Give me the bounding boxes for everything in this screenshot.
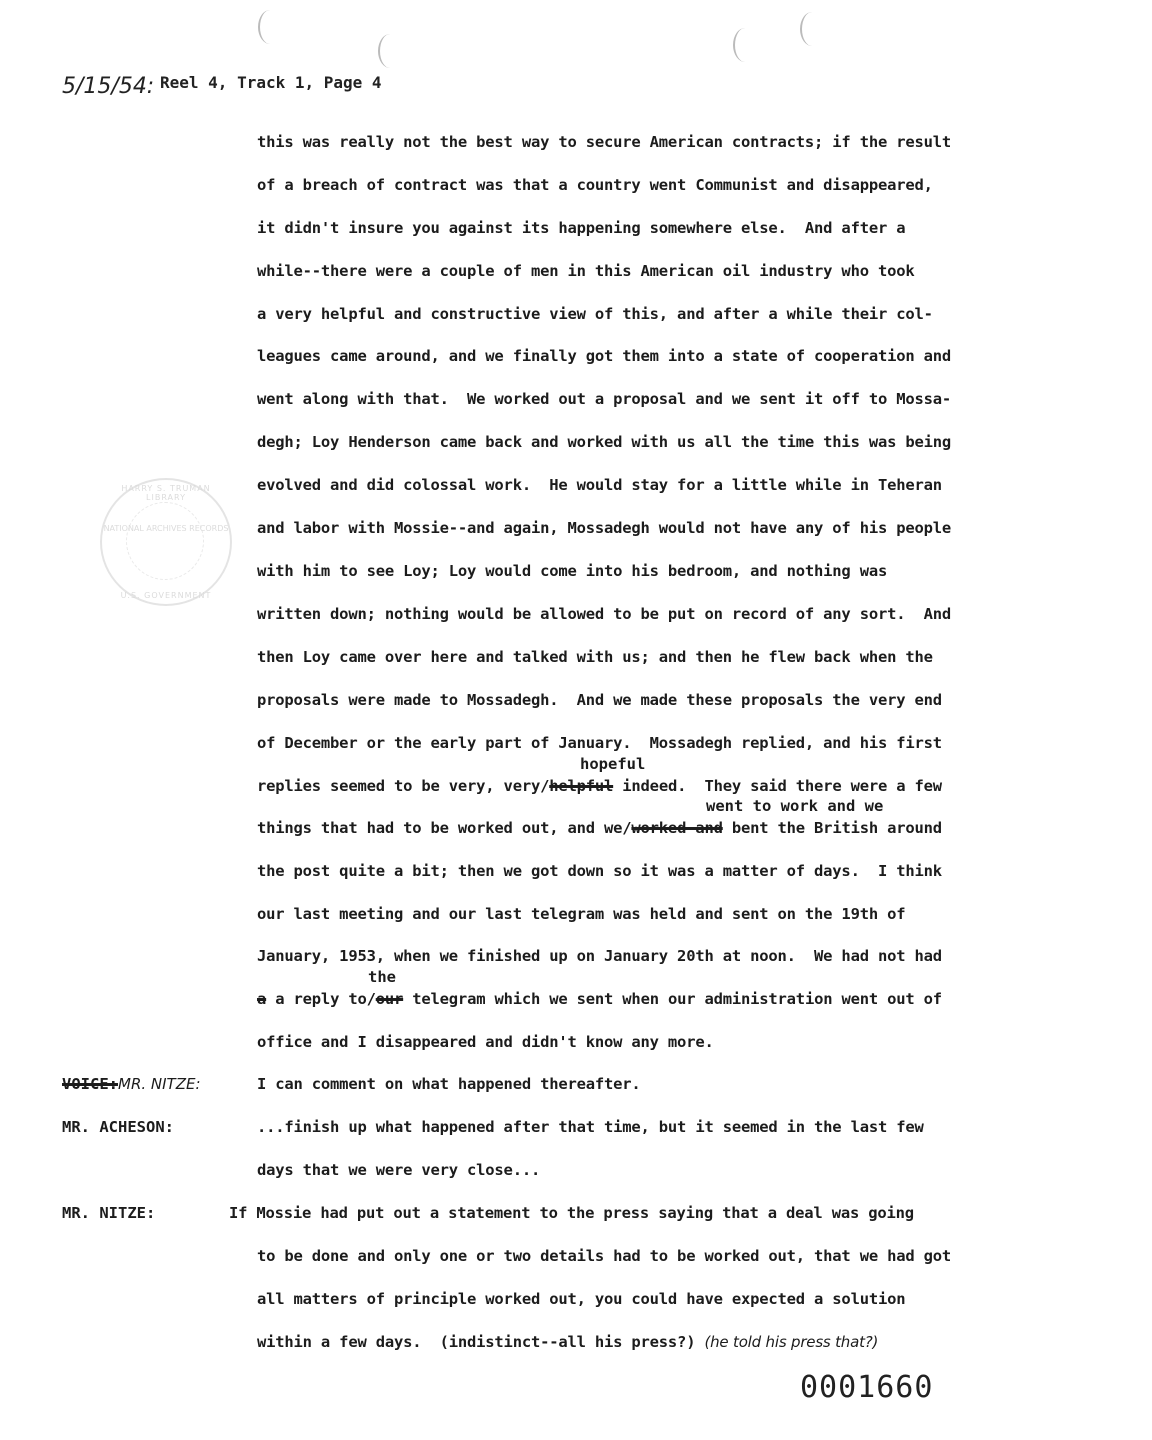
body-line: written down; nothing would be allowed to be put on record of any sort. And [257, 605, 952, 623]
stamp-inner-text: NATIONAL ARCHIVES RECORDS [103, 524, 229, 533]
line-text: a reply to/ [266, 990, 376, 1008]
body-line: and labor with Mossie--and again, Mossadegh would not have any of his people [257, 519, 952, 537]
handwritten-note: (he told his press that?) [704, 1333, 879, 1351]
body-line: our last meeting and our last telegram was held and sent on the 19th of [257, 905, 906, 923]
punch-hole [258, 10, 282, 44]
document-number: 0001660 [800, 1370, 934, 1405]
line-text: replies seemed to be very, very/ [257, 777, 550, 795]
body-line: then Loy came over here and talked with us; and then he flew back when the [257, 648, 933, 666]
insertion-text: went to work and we [706, 797, 884, 815]
struck-text: a [257, 990, 267, 1008]
body-line: it didn't insure you against its happening somewhere else. And after a [257, 219, 906, 237]
body-line: of December or the early part of January. Mossadegh replied, and his first [257, 734, 942, 752]
body-line: a very helpful and constructive view of this, and after a while their col- [257, 305, 933, 323]
punch-hole [800, 12, 824, 46]
speaker-label [62, 1075, 201, 1093]
dialogue-line: I can comment on what happened thereafter. [257, 1075, 641, 1093]
body-line: with him to see Loy; Loy would come into his bedroom, and nothing was [257, 562, 888, 580]
struck-speaker: VOICE: [62, 1075, 118, 1093]
edited-body-line [257, 777, 942, 795]
body-line: leagues came around, and we finally got them into a state of cooperation and [257, 347, 952, 365]
punch-hole [733, 28, 757, 62]
stamp-inner-ring [126, 502, 204, 580]
line-text: bent the British around [722, 819, 942, 837]
handwritten-speaker: MR. NITZE: [118, 1075, 201, 1093]
line-text: things that had to be worked out, and we/ [257, 819, 632, 837]
dialogue-line: If Mossie had put out a statement to the press saying that a deal was going [229, 1204, 914, 1222]
dialogue-line: to be done and only one or two details had to be worked out, that we had got [257, 1247, 952, 1265]
dialogue-line [257, 1333, 878, 1351]
body-line: January, 1953, when we finished up on January 20th at noon. We had not had [257, 947, 942, 965]
body-line: while--there were a couple of men in this American oil industry who took [257, 262, 915, 280]
line-text: telegram which we sent when our administration went out of [403, 990, 942, 1008]
body-line: this was really not the best way to secure American contracts; if the result [257, 133, 952, 151]
header-date: 5/15/54: [62, 74, 155, 99]
body-line: degh; Loy Henderson came back and worked with us all the time this was being [257, 433, 952, 451]
insertion-text: hopeful [580, 755, 646, 773]
body-line: evolved and did colossal work. He would stay for a little while in Teheran [257, 476, 942, 494]
line-text: indeed. They said there were a few [613, 777, 942, 795]
body-line: proposals were made to Mossadegh. And we made these proposals the very end [257, 691, 942, 709]
speaker-label: MR. NITZE: [62, 1204, 156, 1222]
body-line: office and I disappeared and didn't know any more. [257, 1033, 714, 1051]
body-line: went along with that. We worked out a proposal and we sent it off to Mossa- [257, 390, 952, 408]
punch-hole [378, 34, 402, 68]
stamp-bottom-text: U.S. GOVERNMENT [120, 591, 212, 600]
struck-text: worked and [631, 819, 723, 837]
edited-body-line [257, 990, 942, 1008]
body-line: of a breach of contract was that a country went Communist and disappeared, [257, 176, 933, 194]
archive-stamp [100, 478, 232, 606]
body-line: the post quite a bit; then we got down so it was a matter of days. I think [257, 862, 942, 880]
struck-text: helpful [549, 777, 614, 795]
stamp-top-text: HARRY S. TRUMAN LIBRARY [121, 484, 211, 502]
line-text: within a few days. (indistinct--all his press?) [257, 1333, 696, 1351]
header-reel-track-page: Reel 4, Track 1, Page 4 [160, 73, 382, 92]
dialogue-line: ...finish up what happened after that time, but it seemed in the last few [257, 1118, 924, 1136]
speaker-label: MR. ACHESON: [62, 1118, 174, 1136]
dialogue-line: days that we were very close... [257, 1161, 541, 1179]
insertion-text: the [368, 968, 396, 986]
dialogue-line: all matters of principle worked out, you could have expected a solution [257, 1290, 906, 1308]
struck-text: our [375, 990, 404, 1008]
edited-body-line [257, 819, 942, 837]
